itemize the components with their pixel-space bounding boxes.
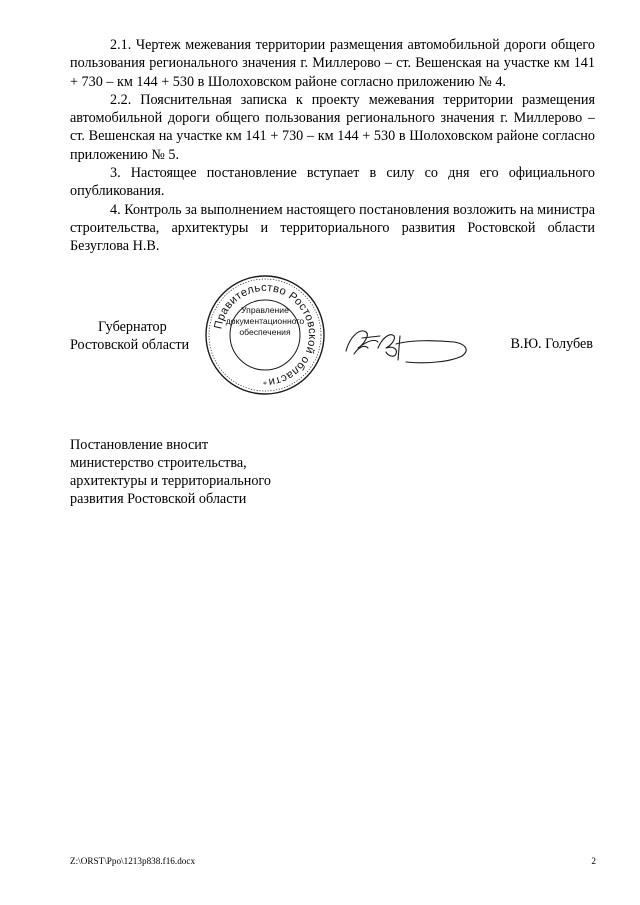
seal-star-icon: * [263, 380, 267, 389]
handwritten-signature-icon [340, 318, 475, 368]
origin-note-line-1: Постановление вносит [70, 437, 209, 453]
origin-note [70, 436, 370, 508]
signatory-position [70, 318, 200, 354]
seal-center-line-2: документационного [225, 316, 305, 326]
footer-page-number: 2 [591, 856, 596, 866]
signatory-title: Губернатор [98, 319, 167, 335]
signatory-region: Ростовской области [70, 337, 190, 353]
document-body [70, 36, 595, 256]
origin-note-line-2: министерство строительства, [70, 455, 247, 471]
seal-center-line-1: Управление [241, 305, 289, 315]
seal-ring-text: Правительство Ростовской области [212, 281, 319, 388]
paragraph-4: 4. Контроль за выполнением настоящего постановления возложить на министра строительства, архитектуры и территориального развития Ростовской области Безуглова Н.В. [70, 201, 595, 255]
origin-note-line-3: архитектуры и территориального [70, 473, 271, 489]
signatory-name: В.Ю. Голубев [510, 336, 593, 352]
footer-file-path: Z:\ORST\Ppo\1213p838.f16.docx [70, 856, 196, 866]
origin-note-line-4: развития Ростовской области [70, 491, 247, 507]
paragraph-3: 3. Настоящее постановление вступает в силу со дня его официального опубликования. [70, 165, 595, 200]
signature-block [70, 318, 595, 398]
paragraph-2-1: 2.1. Чертеж межевания территории размещения автомобильной дороги общего пользования регионального значения г. Миллерово – ст. Вешенская на участке км 141 + 730 – км 144 + 530 в Шолоховском районе согласно приложению № 4. [70, 37, 595, 90]
seal-center-text [214, 305, 316, 338]
seal-center-line-3: обеспечения [239, 327, 291, 337]
paragraph-2-2: 2.2. Пояснительная записка к проекту межевания территории размещения автомобильной дороги общего пользования регионального значения г. Миллерово – ст. Вешенская на участке км 141 + 730 – км 144 + 530 в Шолоховском районе согласно приложению № 5. [70, 91, 595, 163]
